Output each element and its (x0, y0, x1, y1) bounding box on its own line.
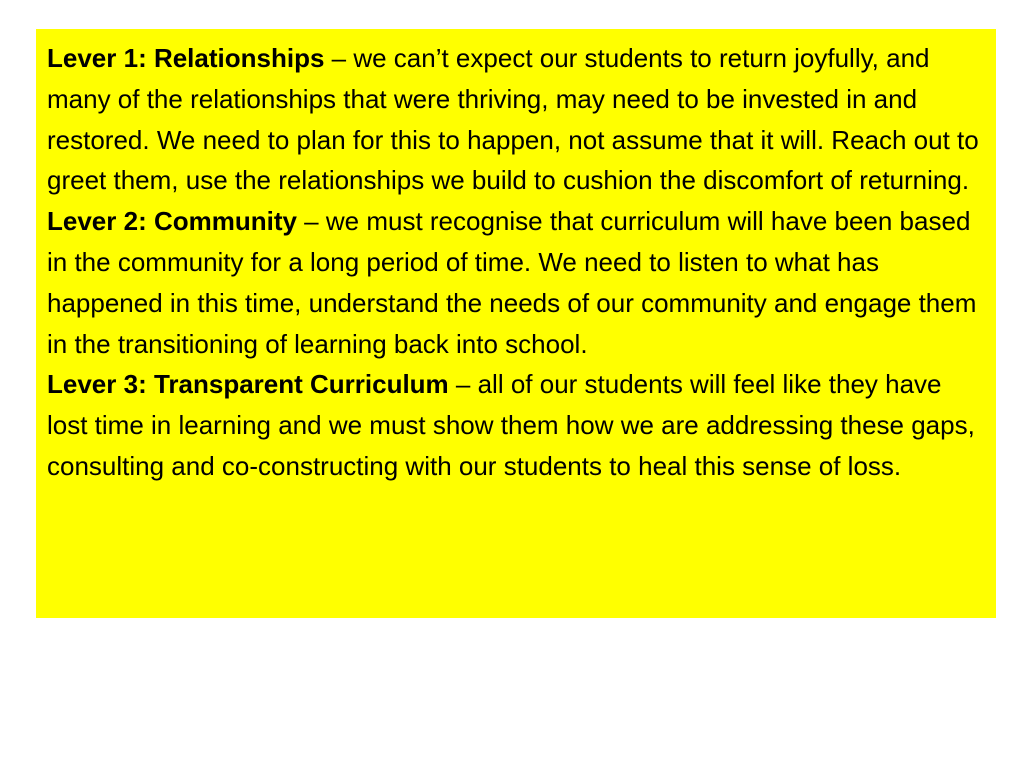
lever-1-title: Lever 1: Relationships (47, 43, 325, 73)
lever-1-paragraph (47, 38, 986, 201)
lever-3-title: Lever 3: Transparent Curriculum (47, 369, 449, 400)
lever-3-body: – all of our students will feel like they have lost time in learning and we must show them how we are addressing these gaps, consulting and co-constructing with our students to heal this sense of loss. (47, 369, 975, 481)
lever-2-body: – we must recognise that curriculum will have been based in the community for a long period of time. We need to listen to what has happened in this time, understand the needs of our community and engage them in the transitioning of learning back into school. (47, 206, 977, 359)
lever-1-body: – we can’t expect our students to return joyfully, and many of the relationships that were thriving, may need to be invested in and restored. We need to plan for this to happen, not assume that it will. Reach out to greet them, use the relationships we build to cushion the discomfort of returning. (47, 43, 979, 196)
levers-text-box (36, 29, 996, 618)
lever-2-paragraph (47, 201, 986, 364)
lever-3-paragraph (47, 364, 986, 486)
lever-2-title: Lever 2: Community (47, 206, 297, 237)
